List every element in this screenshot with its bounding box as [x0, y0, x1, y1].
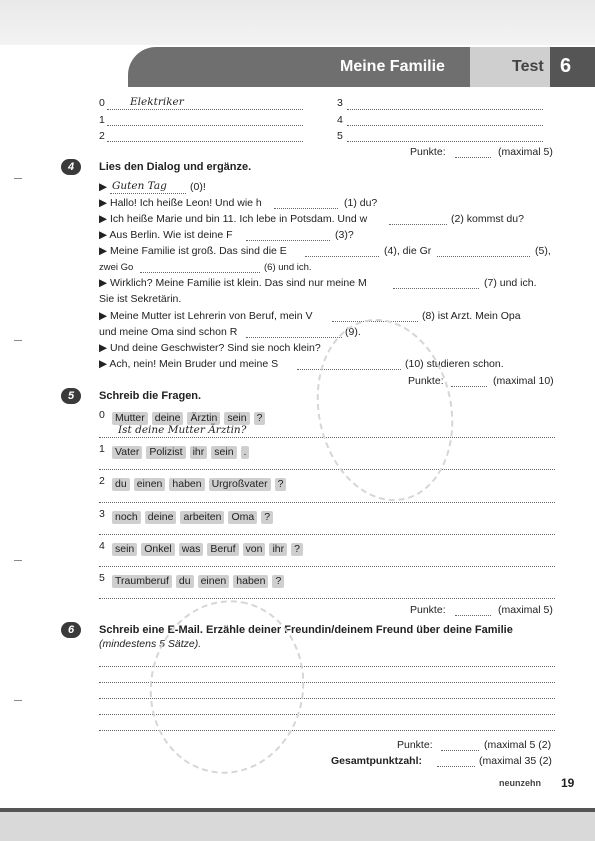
word-tile: ihr [269, 543, 287, 556]
dialog-text: ▶ Meine Familie ist groß. Das sind die E [99, 245, 287, 257]
dialog-text: (1) du? [344, 197, 378, 209]
task-title: Schreib eine E-Mail. Erzähle deiner Freundin/deinem Freund über deine Familie [99, 624, 513, 636]
page-title: Meine Familie [340, 58, 445, 75]
word-tile: Mutter [112, 412, 148, 425]
word-tile: Vater [112, 446, 142, 459]
answer-line[interactable] [274, 208, 338, 209]
answer-line[interactable] [140, 272, 260, 273]
word-row [112, 507, 277, 525]
scan-edge [0, 808, 595, 812]
total-field[interactable] [437, 766, 475, 767]
total-max: (maximal 35 (2) [479, 755, 552, 767]
item-number: 5 [99, 572, 105, 584]
word-tile: Traumberuf [112, 575, 172, 588]
answer-line[interactable] [305, 256, 379, 257]
scan-bottom-margin [0, 808, 595, 841]
answer-line[interactable] [110, 193, 186, 194]
word-tile: . [241, 446, 250, 459]
word-row [112, 474, 290, 492]
word-row [112, 539, 307, 557]
answer-line[interactable] [99, 598, 555, 599]
word-tile: ? [261, 511, 273, 524]
answer-line[interactable] [107, 141, 303, 142]
points-max: (maximal 5 (2) [484, 739, 552, 751]
word-tile: arbeiten [180, 511, 224, 524]
dialog-text: ▶ Hallo! Ich heiße Leon! Und wie h [99, 197, 262, 209]
word-tile: sein [224, 412, 249, 425]
answer-line[interactable] [246, 240, 330, 241]
word-tile: von [243, 543, 266, 556]
stamp-mark [136, 588, 318, 786]
item-number: 1 [99, 114, 105, 126]
word-tile: Ärztin [187, 412, 220, 425]
margin-mark [14, 700, 22, 701]
word-tile: Onkel [141, 543, 174, 556]
dialog-text: (6) und ich. [264, 262, 312, 273]
item-number: 2 [99, 130, 105, 142]
test-label: Test [512, 58, 544, 75]
margin-mark [14, 340, 22, 341]
points-field[interactable] [451, 386, 487, 387]
word-tile: ? [275, 478, 287, 491]
item-number: 0 [99, 97, 105, 109]
word-tile: was [179, 543, 204, 556]
answer-line[interactable] [107, 109, 303, 110]
points-max: (maximal 10) [493, 375, 554, 387]
task-number-badge: 6 [61, 622, 81, 638]
word-tile: ? [291, 543, 303, 556]
answer-line[interactable] [99, 502, 555, 503]
word-tile: deine [152, 412, 184, 425]
answer-line[interactable] [347, 125, 543, 126]
page-word: neunzehn [499, 778, 541, 788]
points-label: Punkte: [410, 604, 446, 616]
points-label: Punkte: [397, 739, 433, 751]
answer-line[interactable] [107, 125, 303, 126]
task-number-badge: 4 [61, 159, 81, 175]
word-tile: haben [169, 478, 204, 491]
points-max: (maximal 5) [498, 146, 553, 158]
answer-handwritten: Ist deine Mutter Ärztin? [118, 424, 247, 436]
answer-line[interactable] [393, 288, 479, 289]
test-number: 6 [560, 55, 572, 77]
item-number: 4 [99, 540, 105, 552]
dialog-text: (8) ist Arzt. Mein Opa [422, 310, 521, 322]
dialog-text: (5), [535, 245, 551, 257]
answer-handwritten: Guten Tag [112, 180, 167, 192]
dialog-text: (0)! [190, 181, 206, 193]
dialog-text: (7) und ich. [484, 277, 537, 289]
answer-line[interactable] [246, 337, 342, 338]
item-number: 1 [99, 443, 105, 455]
margin-mark [14, 560, 22, 561]
scan-top-margin [0, 0, 595, 45]
item-number: 2 [99, 475, 105, 487]
item-number: 3 [99, 508, 105, 520]
item-number: 0 [99, 409, 105, 421]
word-tile: sein [211, 446, 236, 459]
word-tile: du [112, 478, 130, 491]
test-number-box [550, 47, 595, 87]
task-subtitle: (mindestens 5 Sätze). [99, 638, 202, 650]
word-tile: Polizist [146, 446, 185, 459]
word-tile: einen [134, 478, 166, 491]
dialog-text: (9). [345, 326, 361, 338]
points-max: (maximal 5) [498, 604, 553, 616]
word-tile: Oma [228, 511, 257, 524]
word-tile: deine [145, 511, 177, 524]
dialog-text: (2) kommst du? [451, 213, 524, 225]
dialog-text: Sie ist Sekretärin. [99, 293, 182, 305]
margin-mark [14, 178, 22, 179]
word-tile: einen [198, 575, 230, 588]
task-title: Schreib die Fragen. [99, 390, 202, 402]
word-row [112, 442, 253, 460]
dialog-text: ▶ Wirklich? Meine Familie ist klein. Das sind nur meine M [99, 277, 367, 289]
word-tile: ? [272, 575, 284, 588]
word-tile: Beruf [207, 543, 238, 556]
points-field[interactable] [455, 157, 491, 158]
item-number: 4 [337, 114, 343, 126]
dialog-text: (3)? [335, 229, 354, 241]
item-number: 5 [337, 130, 343, 142]
answer-line[interactable] [347, 109, 543, 110]
word-tile: noch [112, 511, 141, 524]
word-tile: ? [254, 412, 266, 425]
answer-line[interactable] [99, 566, 555, 567]
dialog-text: und meine Oma sind schon R [99, 326, 238, 338]
dialog-text: zwei Go [99, 262, 134, 273]
word-tile: Urgroßvater [209, 478, 271, 491]
answer-line[interactable] [437, 256, 530, 257]
task-number-badge: 5 [61, 388, 81, 404]
word-tile: sein [112, 543, 137, 556]
page-number: 19 [561, 776, 575, 790]
points-label: Punkte: [410, 146, 446, 158]
item-number: 3 [337, 97, 343, 109]
word-tile: haben [233, 575, 268, 588]
points-field[interactable] [455, 615, 491, 616]
word-row [112, 571, 288, 589]
answer-line[interactable] [99, 469, 555, 470]
dialog-text: ▶ Aus Berlin. Wie ist deine F [99, 229, 233, 241]
dialog-text: ▶ Ach, nein! Mein Bruder und meine S [99, 358, 279, 370]
dialog-text: ▶ Meine Mutter ist Lehrerin von Beruf, mein V [99, 310, 313, 322]
answer-handwritten: Elektriker [130, 96, 184, 108]
task-title: Lies den Dialog und ergänze. [99, 161, 252, 173]
answer-line[interactable] [99, 534, 555, 535]
answer-line[interactable] [347, 141, 543, 142]
dialog-text: ▶ Und deine Geschwister? Sind sie noch klein? [99, 342, 321, 354]
points-field[interactable] [441, 750, 479, 751]
total-label: Gesamtpunktzahl: [331, 755, 423, 767]
bullet: ▶ [99, 181, 108, 193]
dialog-text: ▶ Ich heiße Marie und bin 11. Ich lebe in Potsdam. Und w [99, 213, 368, 225]
points-label: Punkte: [408, 375, 444, 387]
word-tile: du [176, 575, 194, 588]
answer-line[interactable] [389, 224, 447, 225]
dialog-text: (4), die Gr [384, 245, 432, 257]
dialog-text: (10) studieren schon. [405, 358, 504, 370]
word-tile: ihr [190, 446, 208, 459]
